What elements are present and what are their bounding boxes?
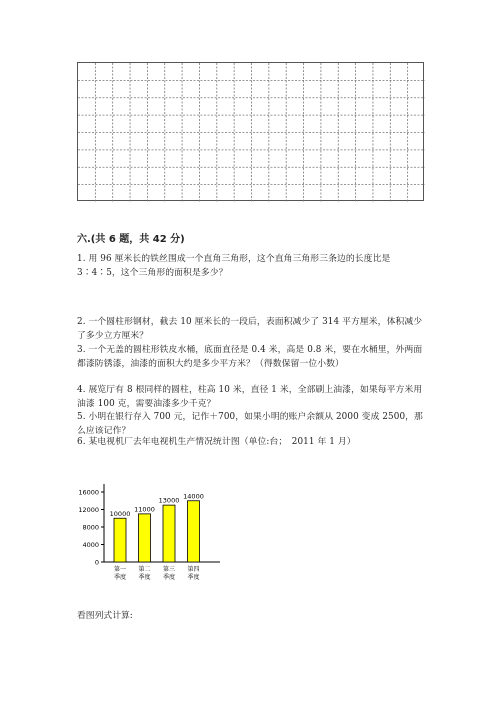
grid-lines	[78, 63, 425, 202]
bar	[188, 501, 200, 562]
question-6: 6. 某电视机厂去年电视机生产情况统计图（单位:台； 2011 年 1 月）	[77, 437, 356, 447]
bar-chart	[70, 478, 230, 590]
y-tick-label: 8000	[82, 523, 99, 532]
bar-data-label: 10000	[109, 509, 131, 518]
question-2: 2. 一个圆柱形钢材，截去 10 厘米长的一段后，表面积减少了 314 平方厘米，体积减少了多少立方厘米？	[77, 317, 423, 341]
bar	[114, 518, 126, 562]
footer-instruction: 看图列式计算:	[77, 611, 133, 621]
question-1: 1. 用 96 厘米长的铁丝围成一个直角三角形，这个直角三角形三条边的长度比是 3∶4∶5，这个三角形的面积是多少？	[77, 254, 391, 278]
section-title: 六.(共 6 题，共 42 分)	[77, 234, 185, 245]
bar-data-label: 11000	[134, 505, 155, 514]
y-tick-label: 12000	[78, 506, 99, 514]
x-tick-label: 第四季度	[187, 566, 200, 581]
bar-data-label: 13000	[158, 496, 180, 505]
bar	[139, 514, 151, 562]
question-4: 4. 展览厅有 8 根同样的圆柱，柱高 10 米，直径 1 米，全部刷上油漆，如果每平方米用油漆 100 克，需要油漆多少千克？	[77, 385, 423, 409]
question-5: 5. 小明在银行存入 700 元，记作＋700，如果小明的账户余额从 2000 变成 2500，那么应该记作？	[77, 412, 423, 436]
x-tick-label: 第二季度	[138, 566, 151, 581]
bar-data-label: 14000	[183, 492, 204, 501]
y-tick-label: 0	[94, 558, 99, 567]
answer-grid	[77, 62, 424, 201]
bar	[163, 505, 175, 562]
y-tick-label: 16000	[78, 488, 99, 497]
x-tick-label: 第三季度	[162, 566, 176, 581]
question-3: 3. 一个无盖的圆柱形铁皮水桶，底面直径是 0.4 米，高是 0.8 米，要在水桶里，外两面都漆防锈漆，油漆的面积大约是多少平方米？（得数保留一位小数）	[77, 345, 423, 369]
y-tick-label: 4000	[82, 541, 99, 549]
x-tick-label: 第一季度	[113, 566, 127, 581]
